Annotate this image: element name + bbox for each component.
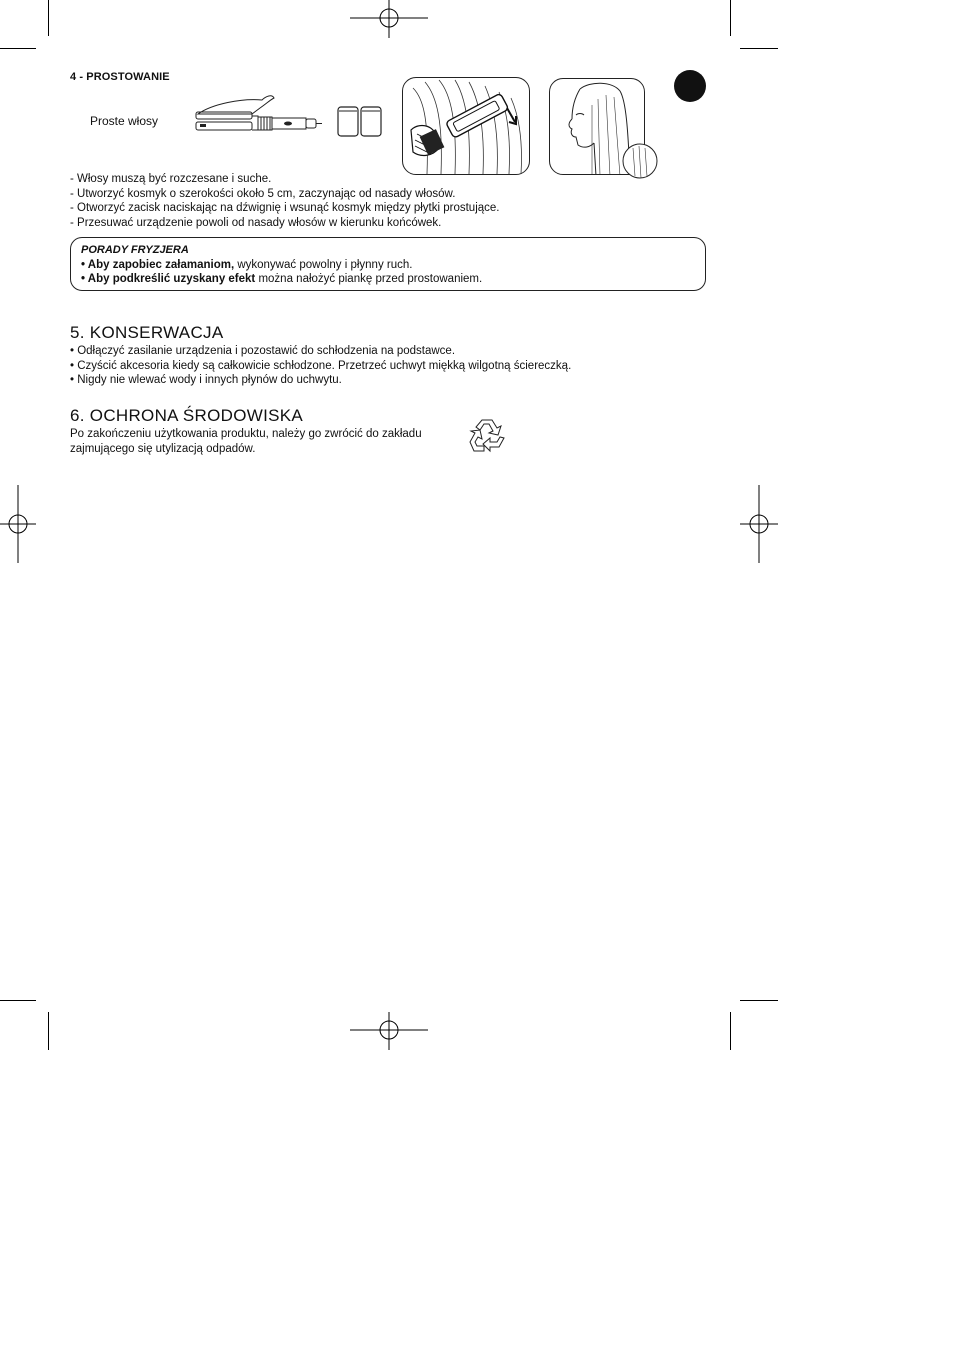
instruction-line: - Włosy muszą być rozczesane i suche. bbox=[70, 173, 272, 185]
section-5-title: 5. KONSERWACJA bbox=[70, 323, 224, 342]
recycle-icon bbox=[466, 416, 508, 456]
list-item: • Czyścić akcesoria kiedy są całkowicie schłodzone. Przetrzeć uchwyt miękką wilgotną ściereczką. bbox=[70, 359, 572, 372]
tip-bold: • Aby podkreślić uzyskany efekt bbox=[81, 273, 256, 286]
tip-bold: • Aby zapobiec załamaniom, bbox=[81, 258, 235, 271]
black-circle-marker bbox=[674, 70, 706, 102]
straightening-hair-illustration bbox=[403, 78, 530, 175]
tips-box bbox=[70, 237, 706, 291]
instruction-line: - Otworzyć zacisk naciskając na dźwignię i wsunąć kosmyk między płytki prostujące. bbox=[70, 202, 500, 215]
usage-illustration-panel bbox=[402, 77, 530, 175]
section-4-instructions bbox=[70, 172, 499, 230]
tips-title: PORADY FRYZJERA bbox=[81, 244, 189, 256]
hair-straightener-icon bbox=[192, 92, 324, 138]
zoom-circle-icon bbox=[621, 142, 661, 182]
registration-mark-bottom bbox=[350, 1012, 430, 1052]
registration-mark-top bbox=[350, 0, 430, 40]
section-6-text bbox=[70, 427, 470, 456]
section-6-title: 6. OCHRONA ŚRODOWISKA bbox=[70, 406, 304, 425]
section-5-list bbox=[70, 344, 571, 388]
registration-mark-left bbox=[0, 485, 40, 565]
instruction-line: - Przesuwać urządzenie powoli od nasady włosów w kierunku końcówek. bbox=[70, 216, 442, 229]
registration-mark-right bbox=[740, 485, 780, 565]
list-item: • Nigdy nie wlewać wody i innych płynów do uchwytu. bbox=[70, 374, 342, 387]
paragraph-line: zajmującego się utylizacją odpadów. bbox=[70, 442, 256, 455]
tip-item bbox=[81, 258, 695, 273]
straightener-plates-icon bbox=[336, 104, 384, 138]
instruction-line: - Utworzyć kosmyk o szerokości około 5 cm, zaczynając od nasady włosów. bbox=[70, 187, 456, 200]
paragraph-line: Po zakończeniu użytkowania produktu, należy go zwrócić do zakładu bbox=[70, 428, 422, 440]
tip-text: można nałożyć piankę przed prostowaniem. bbox=[255, 273, 483, 286]
tip-text: wykonywać powolny i płynny ruch. bbox=[234, 258, 413, 271]
figure-label: Proste włosy bbox=[90, 114, 159, 128]
list-item: • Odłączyć zasilanie urządzenia i pozostawić do schłodzenia na podstawce. bbox=[70, 345, 456, 357]
tip-item bbox=[81, 272, 695, 287]
section-4-title: 4 - PROSTOWANIE bbox=[70, 71, 170, 83]
